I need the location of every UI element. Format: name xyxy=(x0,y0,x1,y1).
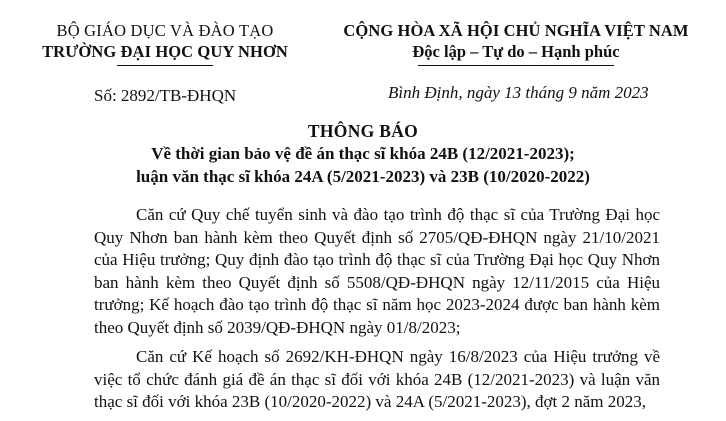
body-paragraph: Căn cứ Quy chế tuyển sinh và đào tạo trình độ thạc sĩ của Trường Đại học Quy Nhơn ban hành kèm theo Quyết định số 2705/QĐ-ĐHQN ngày 21/10/2021 của Hiệu trưởng; Quy định đào tạo trình độ thạc sĩ của Trường Đại học Quy Nhơn ban hành kèm theo Quyết định số 5508/QĐ-ĐHQN ngày 12/11/2015 của Hiệu trưởng; Kế hoạch đào tạo trình độ thạc sĩ năm học 2023-2024 được ban hành kèm theo Quyết định số 2039/QĐ-ĐHQN ngày 01/8/2023; xyxy=(94,205,660,337)
ministry-name: BỘ GIÁO DỤC VÀ ĐÀO TẠO xyxy=(56,21,274,40)
issuing-organization xyxy=(40,20,290,66)
document-body xyxy=(94,204,660,421)
title-subject-line-1: Về thời gian bảo vệ đề án thạc sĩ khóa 24B (12/2021-2023); xyxy=(151,144,575,163)
organization-underline xyxy=(117,65,213,66)
body-paragraph: Căn cứ Kế hoạch số 2692/KH-ĐHQN ngày 16/8/2023 của Hiệu trưởng về việc tổ chức đánh giá đề án thạc sĩ đối với khóa 24B (12/2021-2023) và luận văn thạc sĩ đối với khóa 23B (10/2020-2022) và 24A (5/2021-2023), đợt 2 năm 2023, xyxy=(94,347,660,411)
title-subject-line-2: luận văn thạc sĩ khóa 24A (5/2021-2023) và 23B (10/2020-2022) xyxy=(136,167,590,186)
document-title xyxy=(60,120,666,188)
university-name: TRƯỜNG ĐẠI HỌC QUY NHƠN xyxy=(42,42,288,61)
national-motto: Độc lập – Tự do – Hạnh phúc xyxy=(412,42,620,61)
title-heading: THÔNG BÁO xyxy=(307,121,419,141)
motto-underline xyxy=(418,65,614,66)
place-and-date: Bình Định, ngày 13 tháng 9 năm 2023 xyxy=(388,83,649,102)
national-header xyxy=(325,20,707,66)
country-name: CỘNG HÒA XÃ HỘI CHỦ NGHĨA VIỆT NAM xyxy=(343,21,689,40)
document-number: Số: 2892/TB-ĐHQN xyxy=(94,86,237,105)
